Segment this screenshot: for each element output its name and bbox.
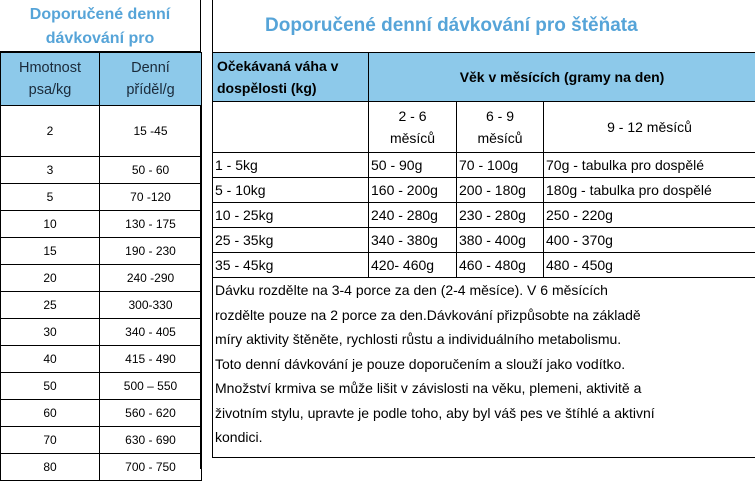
weight-cell: 70 bbox=[1, 427, 100, 454]
dose-6-9-cell: 460 - 480g bbox=[457, 253, 544, 278]
dose-2-6-cell: 240 - 280g bbox=[369, 203, 457, 228]
header-expected-weight bbox=[213, 53, 369, 102]
header-dog-weight-line2: psa/kg bbox=[1, 79, 99, 101]
table-row bbox=[1, 373, 202, 400]
age-group-row bbox=[213, 102, 755, 153]
table-row bbox=[213, 228, 755, 253]
portion-cell: 700 - 750 bbox=[100, 454, 202, 481]
table-row bbox=[1, 319, 202, 346]
dose-9-12-cell: 400 - 370g bbox=[544, 228, 755, 253]
portion-cell: 560 - 620 bbox=[100, 400, 202, 427]
age-group-9-12-line1: 9 - 12 měsíců bbox=[546, 116, 753, 138]
dose-6-9-cell: 70 - 100g bbox=[457, 153, 544, 178]
table-row bbox=[1, 400, 202, 427]
expected-weight-cell: 25 - 35kg bbox=[213, 228, 369, 253]
weight-cell: 40 bbox=[1, 346, 100, 373]
expected-weight-cell: 5 - 10kg bbox=[213, 178, 369, 203]
header-dog-weight bbox=[1, 53, 100, 106]
weight-cell: 80 bbox=[1, 454, 100, 481]
dose-9-12-cell: 180g - tabulka pro dospělé bbox=[544, 178, 755, 203]
expected-weight-cell: 10 - 25kg bbox=[213, 203, 369, 228]
table-row bbox=[1, 346, 202, 373]
age-group-6-9-line1: 6 - 9 bbox=[459, 105, 541, 127]
dose-9-12-cell: 250 - 220g bbox=[544, 203, 755, 228]
portion-cell: 630 - 690 bbox=[100, 427, 202, 454]
dose-9-12-cell: 480 - 450g bbox=[544, 253, 755, 278]
portion-cell: 70 -120 bbox=[100, 184, 202, 211]
table-row bbox=[1, 292, 202, 319]
weight-cell: 3 bbox=[1, 157, 100, 184]
note-line: kondici. bbox=[215, 425, 753, 450]
puppy-dosage-table bbox=[212, 52, 755, 278]
feeding-note bbox=[212, 278, 755, 458]
note-line: rozdělte pouze na 2 porce za den.Dávkování přizpůsobte na základě bbox=[215, 303, 753, 328]
adult-dosage-title bbox=[0, 0, 200, 52]
puppy-dosage-title: Doporučené denní dávkování pro štěňata bbox=[212, 0, 755, 52]
expected-weight-cell: 35 - 45kg bbox=[213, 253, 369, 278]
weight-cell: 15 bbox=[1, 238, 100, 265]
age-group-9-12 bbox=[544, 102, 755, 153]
header-daily-portion-line1: Denní bbox=[100, 57, 201, 79]
portion-cell: 50 - 60 bbox=[100, 157, 202, 184]
table-row bbox=[213, 178, 755, 203]
weight-cell: 50 bbox=[1, 373, 100, 400]
age-group-2-6-line2: měsíců bbox=[371, 127, 454, 149]
portion-cell: 300-330 bbox=[100, 292, 202, 319]
table-row bbox=[1, 157, 202, 184]
dose-2-6-cell: 420- 460g bbox=[369, 253, 457, 278]
table-row bbox=[213, 253, 755, 278]
weight-cell: 30 bbox=[1, 319, 100, 346]
dose-6-9-cell: 380 - 400g bbox=[457, 228, 544, 253]
table-row bbox=[1, 427, 202, 454]
header-daily-portion bbox=[100, 53, 202, 106]
weight-cell: 10 bbox=[1, 211, 100, 238]
dose-6-9-cell: 230 - 280g bbox=[457, 203, 544, 228]
table-row bbox=[1, 211, 202, 238]
table-row bbox=[213, 203, 755, 228]
portion-cell: 340 - 405 bbox=[100, 319, 202, 346]
weight-cell: 5 bbox=[1, 184, 100, 211]
table-row bbox=[1, 454, 202, 481]
dose-6-9-cell: 200 - 180g bbox=[457, 178, 544, 203]
portion-cell: 190 - 230 bbox=[100, 238, 202, 265]
puppy-dosage-panel bbox=[212, 0, 755, 469]
header-expected-weight-line2: dospělosti (kg) bbox=[217, 77, 364, 99]
adult-title-line2: dávkování pro bbox=[0, 27, 200, 51]
adult-dosage-table bbox=[0, 52, 202, 481]
header-daily-portion-line2: příděl/g bbox=[100, 79, 201, 101]
note-line: Toto denní dávkování je pouze doporučením a slouží jako vodítko. bbox=[215, 352, 753, 377]
table-row bbox=[1, 184, 202, 211]
dose-2-6-cell: 340 - 380g bbox=[369, 228, 457, 253]
weight-cell: 20 bbox=[1, 265, 100, 292]
note-line: Dávku rozdělte na 3-4 porce za den (2-4 měsíce). V 6 měsících bbox=[215, 278, 753, 303]
portion-cell: 130 - 175 bbox=[100, 211, 202, 238]
note-line: míry aktivity štěněte, rychlosti růstu a individuálního metabolismu. bbox=[215, 327, 753, 352]
portion-cell: 15 -45 bbox=[100, 106, 202, 157]
table-row bbox=[1, 106, 202, 157]
table-row bbox=[213, 153, 755, 178]
portion-cell: 415 - 490 bbox=[100, 346, 202, 373]
age-group-6-9-line2: měsíců bbox=[459, 127, 541, 149]
weight-cell: 2 bbox=[1, 106, 100, 157]
age-group-empty-cell bbox=[213, 102, 369, 153]
age-group-6-9 bbox=[457, 102, 544, 153]
adult-title-line1: Doporučené denní bbox=[0, 3, 200, 27]
adult-dosage-panel bbox=[0, 0, 201, 469]
expected-weight-cell: 1 - 5kg bbox=[213, 153, 369, 178]
age-group-2-6 bbox=[369, 102, 457, 153]
table-row bbox=[1, 238, 202, 265]
header-age-months: Věk v měsících (gramy na den) bbox=[369, 53, 755, 102]
header-dog-weight-line1: Hmotnost bbox=[1, 57, 99, 79]
dose-9-12-cell: 70g - tabulka pro dospělé bbox=[544, 153, 755, 178]
table-row bbox=[1, 265, 202, 292]
portion-cell: 240 -290 bbox=[100, 265, 202, 292]
weight-cell: 60 bbox=[1, 400, 100, 427]
dose-2-6-cell: 160 - 200g bbox=[369, 178, 457, 203]
weight-cell: 25 bbox=[1, 292, 100, 319]
note-line: životním stylu, upravte je podle toho, aby byl váš pes ve štíhlé a aktivní bbox=[215, 401, 753, 426]
note-line: Množství krmiva se může lišit v závislosti na věku, plemeni, aktivitě a bbox=[215, 376, 753, 401]
dose-2-6-cell: 50 - 90g bbox=[369, 153, 457, 178]
portion-cell: 500 – 550 bbox=[100, 373, 202, 400]
header-expected-weight-line1: Očekávaná váha v bbox=[217, 55, 364, 77]
age-group-2-6-line1: 2 - 6 bbox=[371, 105, 454, 127]
